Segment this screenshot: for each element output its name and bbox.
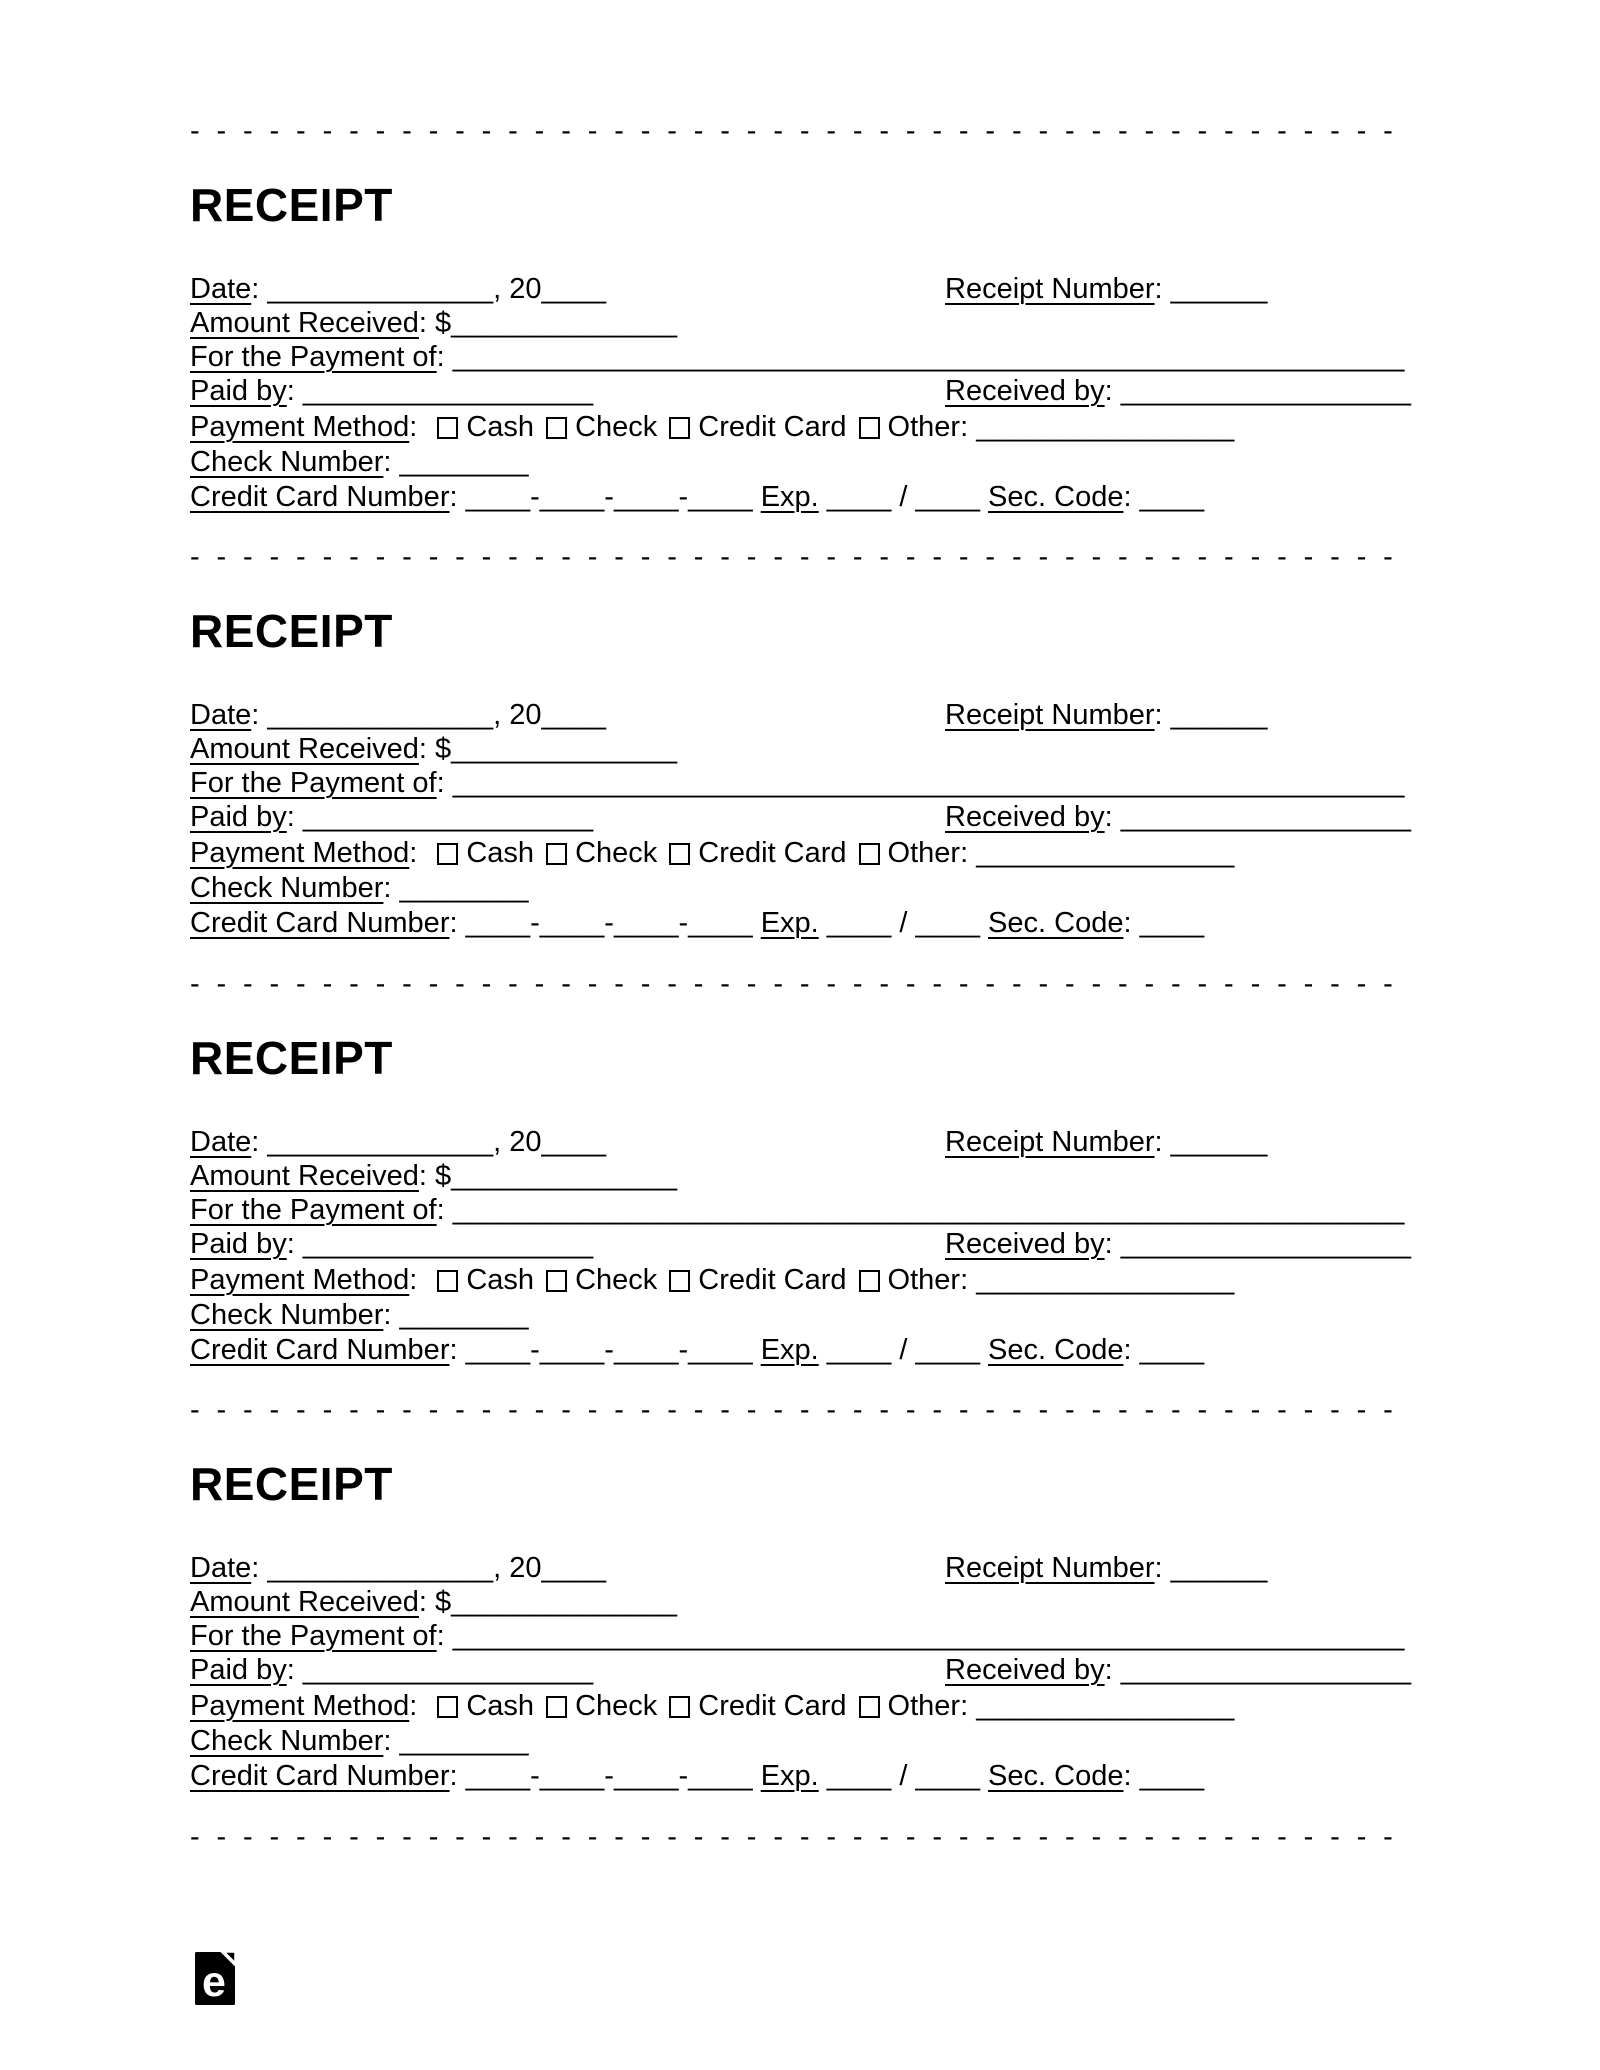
receipt-section — [190, 1458, 1420, 1794]
payment-method-row — [190, 836, 1420, 871]
paid-by-label: Paid by — [190, 801, 287, 833]
credit-card-option-label: Credit Card — [698, 837, 847, 869]
receipt-number-field — [945, 698, 1267, 732]
exp-label: Exp. — [760, 1760, 819, 1792]
receipt-number-blank: : ______ — [1154, 273, 1268, 305]
for-payment-of-blank: : ___________________________________________________________ — [436, 767, 1405, 799]
exp-label: Exp. — [760, 481, 819, 513]
amount-received-blank: : $______________ — [418, 307, 677, 339]
other-blank: : ________________ — [960, 1264, 1235, 1296]
check-checkbox-icon — [546, 1696, 567, 1718]
dashed-separator: - - - - - - - - - - - - - - - - - - - - - - - - - - - - - - - - - - - - - - - - - - - - - - — [190, 541, 1398, 573]
received-by-field — [945, 1227, 1411, 1261]
paid-by-row — [190, 1227, 1420, 1261]
date-row — [190, 698, 1420, 732]
check-number-row — [190, 1298, 1420, 1333]
received-by-blank: : __________________ — [1104, 375, 1412, 407]
check-number-row — [190, 871, 1420, 906]
check-option-label: Check — [575, 411, 658, 443]
received-by-label: Received by — [945, 375, 1105, 407]
cash-checkbox-icon — [437, 1696, 458, 1718]
credit-card-number-blank: : ____-____-____-____ — [449, 1760, 761, 1792]
receipt-number-label: Receipt Number — [945, 1126, 1155, 1158]
for-payment-of-label: For the Payment of — [190, 767, 437, 799]
check-option-label: Check — [575, 837, 658, 869]
receipt-number-label: Receipt Number — [945, 699, 1155, 731]
sec-code-blank: : ____ — [1123, 907, 1205, 939]
for-payment-of-row — [190, 1193, 1420, 1227]
paid-by-label: Paid by — [190, 1654, 287, 1686]
payment-method-label: Payment Method — [190, 411, 410, 443]
sec-code-blank: : ____ — [1123, 481, 1205, 513]
cash-option-label: Cash — [466, 411, 535, 443]
check-number-row — [190, 445, 1420, 480]
payment-method-colon: : — [409, 411, 426, 443]
amount-received-label: Amount Received — [190, 307, 419, 339]
received-by-blank: : __________________ — [1104, 1654, 1412, 1686]
check-number-label: Check Number — [190, 872, 384, 904]
cash-checkbox-icon — [437, 417, 458, 439]
credit-card-number-row — [190, 906, 1420, 941]
date-row — [190, 1551, 1420, 1585]
date-blank: : ______________, 20____ — [251, 273, 607, 305]
payment-method-row — [190, 1263, 1420, 1298]
credit-card-number-row — [190, 480, 1420, 515]
date-label: Date — [190, 1552, 252, 1584]
receipt-section — [190, 1032, 1420, 1368]
exp-label: Exp. — [760, 907, 819, 939]
credit-card-number-label: Credit Card Number — [190, 1334, 450, 1366]
exp-blank: ____ / ____ — [818, 1760, 989, 1792]
receipt-title: RECEIPT — [190, 1032, 393, 1084]
other-option-label: Other — [887, 837, 961, 869]
received-by-blank: : __________________ — [1104, 801, 1412, 833]
credit-card-number-blank: : ____-____-____-____ — [449, 907, 761, 939]
amount-received-blank: : $______________ — [418, 1586, 677, 1618]
other-checkbox-icon — [859, 417, 880, 439]
receipt-title: RECEIPT — [190, 179, 393, 231]
paid-by-blank: : __________________ — [286, 801, 594, 833]
receipt-number-label: Receipt Number — [945, 273, 1155, 305]
dashed-separator: - - - - - - - - - - - - - - - - - - - - - - - - - - - - - - - - - - - - - - - - - - - - - - — [190, 115, 1398, 147]
dashed-separator: - - - - - - - - - - - - - - - - - - - - - - - - - - - - - - - - - - - - - - - - - - - - - - — [190, 968, 1398, 1000]
exp-blank: ____ / ____ — [818, 481, 989, 513]
cash-option-label: Cash — [466, 1264, 535, 1296]
other-blank: : ________________ — [960, 1690, 1235, 1722]
check-checkbox-icon — [546, 417, 567, 439]
check-option-label: Check — [575, 1690, 658, 1722]
date-row — [190, 1125, 1420, 1159]
receipt-section — [190, 605, 1420, 941]
eforms-logo-letter: e — [202, 1958, 226, 2005]
receipt-number-field — [945, 1551, 1267, 1585]
other-blank: : ________________ — [960, 411, 1235, 443]
eforms-logo-icon — [195, 1952, 235, 2005]
sec-code-blank: : ____ — [1123, 1760, 1205, 1792]
check-number-blank: : ________ — [383, 1299, 529, 1331]
check-number-row — [190, 1724, 1420, 1759]
date-blank: : ______________, 20____ — [251, 699, 607, 731]
for-payment-of-label: For the Payment of — [190, 1620, 437, 1652]
check-checkbox-icon — [546, 843, 567, 865]
other-option-label: Other — [887, 1264, 961, 1296]
payment-method-label: Payment Method — [190, 1264, 410, 1296]
payment-method-colon: : — [409, 837, 426, 869]
check-number-label: Check Number — [190, 446, 384, 478]
amount-received-label: Amount Received — [190, 1586, 419, 1618]
paid-by-row — [190, 800, 1420, 834]
for-payment-of-blank: : ___________________________________________________________ — [436, 1194, 1405, 1226]
amount-received-row — [190, 306, 1420, 340]
other-option-label: Other — [887, 411, 961, 443]
sec-code-label: Sec. Code — [988, 1334, 1124, 1366]
for-payment-of-label: For the Payment of — [190, 1194, 437, 1226]
check-option-label: Check — [575, 1264, 658, 1296]
receipt-title: RECEIPT — [190, 605, 393, 657]
credit-card-checkbox-icon — [669, 1696, 690, 1718]
payment-method-colon: : — [409, 1264, 426, 1296]
for-payment-of-row — [190, 766, 1420, 800]
cash-checkbox-icon — [437, 1270, 458, 1292]
other-checkbox-icon — [859, 843, 880, 865]
received-by-field — [945, 800, 1411, 834]
amount-received-blank: : $______________ — [418, 1160, 677, 1192]
receipt-number-blank: : ______ — [1154, 1126, 1268, 1158]
amount-received-row — [190, 1585, 1420, 1619]
received-by-field — [945, 1653, 1411, 1687]
amount-received-row — [190, 1159, 1420, 1193]
credit-card-checkbox-icon — [669, 843, 690, 865]
other-checkbox-icon — [859, 1696, 880, 1718]
date-blank: : ______________, 20____ — [251, 1126, 607, 1158]
date-blank: : ______________, 20____ — [251, 1552, 607, 1584]
received-by-label: Received by — [945, 1654, 1105, 1686]
receipt-number-label: Receipt Number — [945, 1552, 1155, 1584]
credit-card-number-row — [190, 1759, 1420, 1794]
exp-label: Exp. — [760, 1334, 819, 1366]
credit-card-number-row — [190, 1333, 1420, 1368]
amount-received-label: Amount Received — [190, 1160, 419, 1192]
paid-by-row — [190, 374, 1420, 408]
receipt-title: RECEIPT — [190, 1458, 393, 1510]
credit-card-option-label: Credit Card — [698, 1264, 847, 1296]
payment-method-colon: : — [409, 1690, 426, 1722]
for-payment-of-blank: : ___________________________________________________________ — [436, 341, 1405, 373]
paid-by-label: Paid by — [190, 1228, 287, 1260]
paid-by-row — [190, 1653, 1420, 1687]
sec-code-label: Sec. Code — [988, 481, 1124, 513]
cash-option-label: Cash — [466, 1690, 535, 1722]
check-number-label: Check Number — [190, 1725, 384, 1757]
for-payment-of-blank: : ___________________________________________________________ — [436, 1620, 1405, 1652]
dashed-separator: - - - - - - - - - - - - - - - - - - - - - - - - - - - - - - - - - - - - - - - - - - - - - - — [190, 1394, 1398, 1426]
sec-code-label: Sec. Code — [988, 907, 1124, 939]
credit-card-number-blank: : ____-____-____-____ — [449, 481, 761, 513]
sec-code-blank: : ____ — [1123, 1334, 1205, 1366]
dashed-separator: - - - - - - - - - - - - - - - - - - - - - - - - - - - - - - - - - - - - - - - - - - - - - - — [190, 1821, 1398, 1853]
for-payment-of-row — [190, 340, 1420, 374]
check-number-blank: : ________ — [383, 872, 529, 904]
cash-option-label: Cash — [466, 837, 535, 869]
credit-card-option-label: Credit Card — [698, 411, 847, 443]
amount-received-row — [190, 732, 1420, 766]
payment-method-label: Payment Method — [190, 837, 410, 869]
paid-by-blank: : __________________ — [286, 1654, 594, 1686]
date-row — [190, 272, 1420, 306]
payment-method-row — [190, 1689, 1420, 1724]
credit-card-checkbox-icon — [669, 1270, 690, 1292]
paid-by-blank: : __________________ — [286, 1228, 594, 1260]
credit-card-number-label: Credit Card Number — [190, 907, 450, 939]
exp-blank: ____ / ____ — [818, 907, 989, 939]
check-number-blank: : ________ — [383, 446, 529, 478]
paid-by-blank: : __________________ — [286, 375, 594, 407]
amount-received-blank: : $______________ — [418, 733, 677, 765]
paid-by-label: Paid by — [190, 375, 287, 407]
receipt-number-blank: : ______ — [1154, 1552, 1268, 1584]
date-label: Date — [190, 699, 252, 731]
check-number-blank: : ________ — [383, 1725, 529, 1757]
credit-card-option-label: Credit Card — [698, 1690, 847, 1722]
cash-checkbox-icon — [437, 843, 458, 865]
other-checkbox-icon — [859, 1270, 880, 1292]
other-blank: : ________________ — [960, 837, 1235, 869]
receipt-section — [190, 179, 1420, 515]
other-option-label: Other — [887, 1690, 961, 1722]
received-by-label: Received by — [945, 1228, 1105, 1260]
receipt-number-field — [945, 1125, 1267, 1159]
for-payment-of-row — [190, 1619, 1420, 1653]
date-label: Date — [190, 273, 252, 305]
check-number-label: Check Number — [190, 1299, 384, 1331]
credit-card-number-label: Credit Card Number — [190, 1760, 450, 1792]
receipt-number-blank: : ______ — [1154, 699, 1268, 731]
received-by-blank: : __________________ — [1104, 1228, 1412, 1260]
exp-blank: ____ / ____ — [818, 1334, 989, 1366]
sec-code-label: Sec. Code — [988, 1760, 1124, 1792]
date-label: Date — [190, 1126, 252, 1158]
received-by-label: Received by — [945, 801, 1105, 833]
receipt-number-field — [945, 272, 1267, 306]
received-by-field — [945, 374, 1411, 408]
for-payment-of-label: For the Payment of — [190, 341, 437, 373]
amount-received-label: Amount Received — [190, 733, 419, 765]
check-checkbox-icon — [546, 1270, 567, 1292]
payment-method-label: Payment Method — [190, 1690, 410, 1722]
credit-card-number-blank: : ____-____-____-____ — [449, 1334, 761, 1366]
credit-card-number-label: Credit Card Number — [190, 481, 450, 513]
payment-method-row — [190, 410, 1420, 445]
credit-card-checkbox-icon — [669, 417, 690, 439]
